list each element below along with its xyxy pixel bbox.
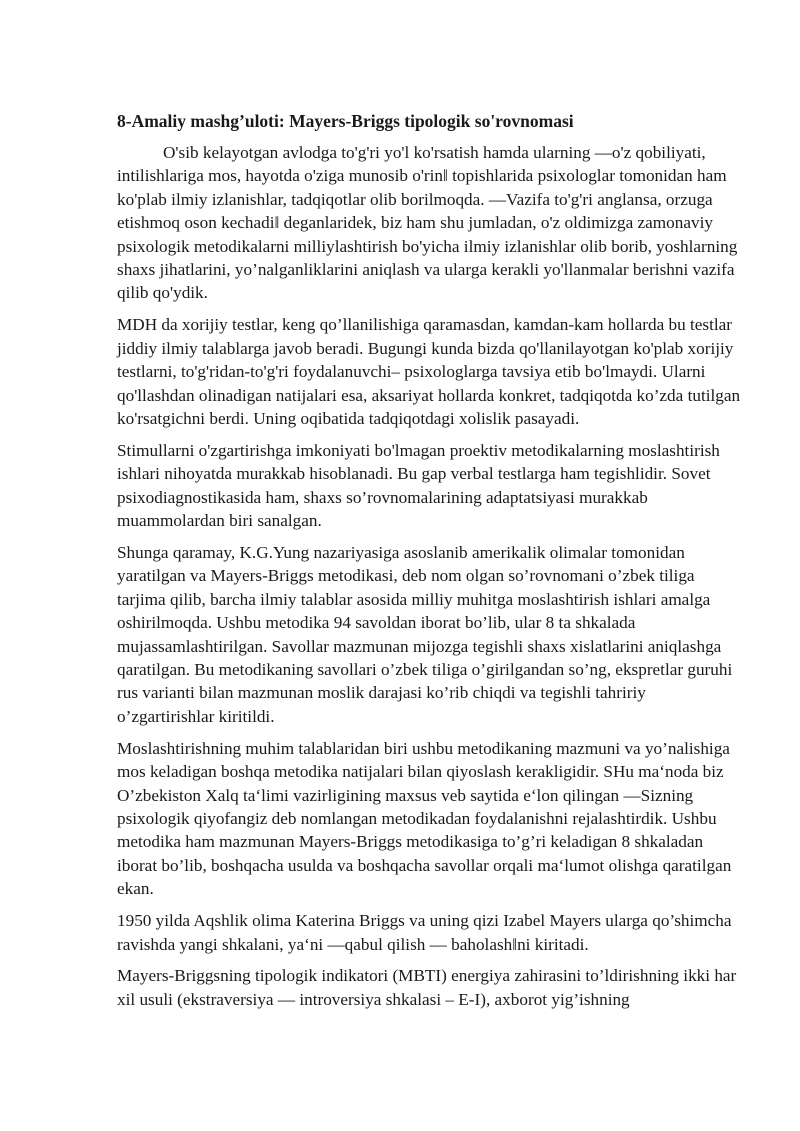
paragraph-1: O'sib kelayotgan avlodga to'g'ri yo'l ko'rsatish hamda ularning ―o'z qobiliyati, intilishlariga mos, hayotda o'ziga munosib o'rin‖ topishlarida psixologlar tomonidan ham ko'plab ilmiy izlanishlar, tadqiqotlar olib borilmoqda. ―Vazifa to'g'ri anglansa, orzuga etishmoq oson kechadi‖ deganlaridek, biz ham shu jumladan, o'z oldimizga zamonaviy psixologik metodikalarni milliylashtirish bo'yicha ilmiy izlanishlar olib borib, yoshlarning shaxs jihatlarini, yo’nalganliklarini aniqlash va ularga kerakli yo'llanmalar berishni vazifa qilib qo'ydik. xyxy=(117,143,738,303)
paragraph-5: Moslashtirishning muhim talablaridan biri ushbu metodikaning mazmuni va yo’nalishiga mos keladigan boshqa metodika natijalari bilan qiyoslash kerakligidir. SHu ma‘noda biz O’zbekiston Xalq ta‘limi vazirligining maxsus veb saytida e‘lon qilingan ―Sizning psixologik qiyofangiz deb nomlangan metodikadan foydalanishni rejalashtirdik. Ushbu metodika ham mazmunan Mayers-Briggs metodikasiga to’g’ri keladigan 8 shkaladan iborat bo’lib, boshqacha usulda va boshqacha savollar orqali ma‘lumot olishga qaratilgan ekan. xyxy=(117,738,732,899)
paragraph-3: Stimullarni o'zgartirishga imkoniyati bo'lmagan proektiv metodikalarning moslashtirish ishlari nihoyatda murakkab hisoblanadi. Bu gap verbal testlarga ham tegishlidir. Sovet psixodiagnostikasida ham, shaxs so’rovnomalarining adaptatsiyasi murakkab muammolardan biri sanalgan. xyxy=(117,440,720,531)
paragraph-4: Shunga qaramay, K.G.Yung nazariyasiga asoslanib amerikalik olimalar tomonidan yaratilgan va Mayers-Briggs metodikasi, deb nom olgan so’rovnomani o’zbek tiliga tarjima qilib, barcha ilmiy talablar asosida milliy muhitga moslashtirish ishlari amalga oshirilmoqda. Ushbu metodika 94 savoldan iborat bo’lib, ular 8 ta shkalada mujassamlashtirilgan. Savollar mazmunan mijozga tegishli shaxs xislatlarini aniqlashga qaratilgan. Bu metodikaning savollari o’zbek tiliga o’girilgandan so’ng, ekspretlar guruhi rus varianti bilan mazmunan moslik darajasi ko’rib chiqdi va tegishli tahririy o’zgartirishlar kiritildi. xyxy=(117,543,733,726)
paragraph-7: Mayers-Briggsning tipologik indikatori (MBTI) energiya zahirasini to’ldirishning ikki har xil usuli (ekstraversiya ― introversiya shkalasi – E-I), axborot yig’ishning xyxy=(117,966,737,1009)
paragraph-6: 1950 yilda Aqshlik olima Katerina Briggs va uning qizi Izabel Mayers ularga qo’shimcha ravishda yangi shkalani, ya‘ni ―qabul qilish ― baholash‖ni kiritadi. xyxy=(117,911,732,954)
document-title: 8-Amaliy mashg’uloti: Mayers-Briggs tipologik so'rovnomasi xyxy=(117,111,574,131)
document-page xyxy=(117,109,742,1020)
paragraph-2: MDH da xorijiy testlar, keng qo’llanilishiga qaramasdan, kamdan-kam hollarda bu testlar jiddiy ilmiy talablarga javob beradi. Bugungi kunda bizda qo'llanilayotgan ko'plab xorijiy testlarni, to'g'ridan-to'g'ri foydalanuvchi– psixologlarga tavsiya etib bo'lmaydi. Ularni qo'llashdan olinadigan natijalari esa, aksariyat hollarda konkret, tadqiqotda ko’zda tutilgan ko'rsatgichni berdi. Uning oqibatida tadqiqotdagi xolislik pasayadi. xyxy=(117,315,741,428)
